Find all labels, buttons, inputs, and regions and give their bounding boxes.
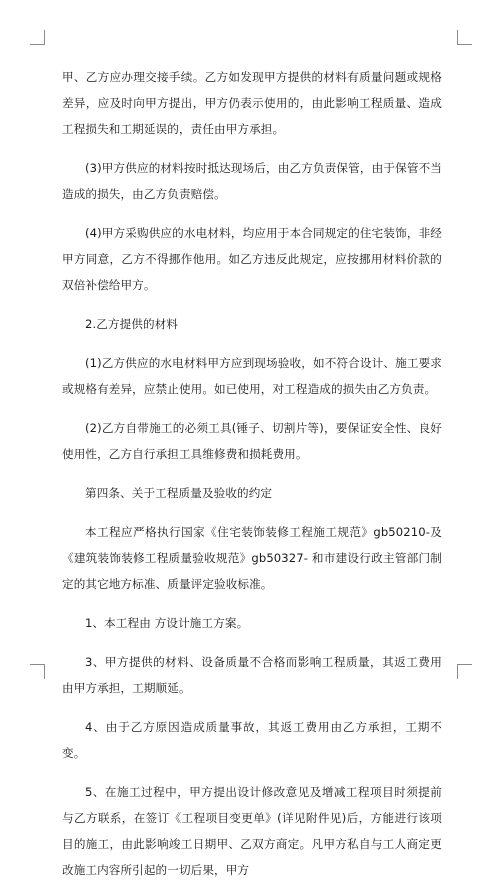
- paragraph-material-misuse: (4)甲方采购供应的水电材料，均应用于本合同规定的住宅装饰，非经甲方同意，乙方不得挪作他用。如乙方违反此规定，应按挪用材料价款的双倍补偿给甲方。: [62, 226, 442, 292]
- paragraph-item-3: 3、甲方提供的材料、设备质量不合格而影响工程质量，其返工费用由甲方承担，工期顺延。: [62, 655, 442, 695]
- paragraph-item-4: 4、由于乙方原因造成质量事故，其返工费用由乙方承担，工期不变。: [62, 720, 442, 760]
- paragraph-item-5: 5、在施工过程中，甲方提出设计修改意见及增减工程项目时须提前与乙方联系，在签订《工程项目变更单》(详见附件见)后，方能进行该项目的施工，由此影响竣工日期甲、乙双方商定。凡甲方私自与工人商定更改施工内容所引起的一切后果，甲方: [62, 785, 442, 877]
- paragraph-standards: 本工程应严格执行国家《住宅装饰装修工程施工规范》gb50210-及《建筑装饰装修工程质量验收规范》gb50327- 和市建设行政主管部门制定的其它地方标准、质量评定验收标准。: [62, 525, 442, 591]
- paragraph-item-1: 1、本工程由 方设计施工方案。: [85, 616, 249, 630]
- crop-mark-top-left: [30, 30, 45, 45]
- paragraph-material-storage: (3)甲方供应的材料按时抵达现场后，由乙方负责保管，由于保管不当造成的损失，由乙方负责赔偿。: [62, 161, 442, 201]
- crop-mark-top-right: [457, 30, 472, 45]
- article-heading-quality: 第四条、关于工程质量及验收的约定: [85, 486, 273, 500]
- paragraph-contractor-tools: (2)乙方自带施工的必须工具(锤子、切割片等)，要保证安全性、良好使用性，乙方自行承担工具维修费和损耗费用。: [62, 421, 442, 461]
- paragraph-contractor-material-inspection: (1)乙方供应的水电材料甲方应到现场验收，如不符合设计、施工要求或规格有差异，应禁止使用。如已使用，对工程造成的损失由乙方负责。: [62, 356, 442, 396]
- document-body: [62, 64, 442, 896]
- section-heading-contractor-materials: 2.乙方提供的材料: [85, 317, 179, 331]
- crop-mark-bottom-right: [457, 664, 472, 679]
- paragraph-continuation: 甲、乙方应办理交接手续。乙方如发现甲方提供的材料有质量问题或规格差异，应及时向甲方提出，甲方仍表示使用的，由此影响工程质量、造成工程损失和工期延误的，责任由甲方承担。: [62, 70, 442, 136]
- crop-mark-bottom-left: [30, 664, 45, 679]
